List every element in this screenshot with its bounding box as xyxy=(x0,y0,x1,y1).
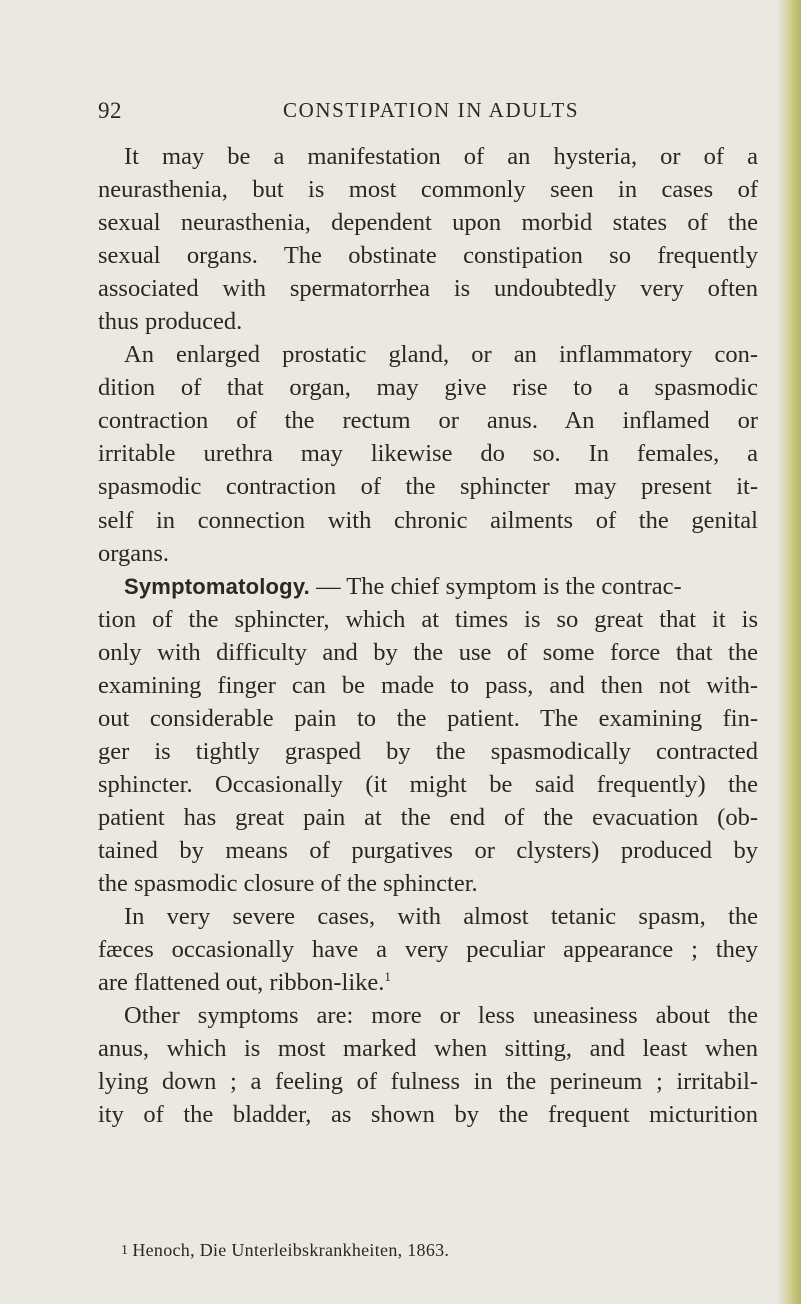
text-line: sexual neurasthenia, dependent upon morbid states of the xyxy=(98,209,758,237)
section-heading-line xyxy=(98,570,758,603)
text-line: In very severe cases, with almost tetanic spasm, the xyxy=(124,903,758,931)
text-line: irritable urethra may likewise do so. In females, a xyxy=(98,440,758,468)
text-line: examining finger can be made to pass, and then not with- xyxy=(98,671,758,699)
heading-line-rest: — The chief symptom is the contrac- xyxy=(309,572,682,600)
text-line: the spasmodic closure of the sphincter. xyxy=(98,870,478,898)
body-text xyxy=(98,140,758,1131)
footnote-reference: 1 xyxy=(384,969,391,985)
text-line: patient has great pain at the end of the evacuation (ob- xyxy=(98,803,758,831)
page-number: 92 xyxy=(98,98,122,123)
text-line: thus produced. xyxy=(98,308,243,336)
text-line: associated with spermatorrhea is undoubtedly very often xyxy=(98,275,758,303)
text-line: anus, which is most marked when sitting, and least when xyxy=(98,1035,758,1063)
text-line: contraction of the rectum or anus. An inflamed or xyxy=(98,407,758,435)
text-line: fæces occasionally have a very peculiar appearance ; they xyxy=(98,936,758,964)
text-line: tained by means of purgatives or clysters) produced by xyxy=(98,836,758,864)
text-line-content: are flattened out, ribbon-like. xyxy=(98,969,385,997)
text-line: organs. xyxy=(98,539,169,567)
text-line: It may be a manifestation of an hysteria, or of a xyxy=(124,143,758,170)
text-line: An enlarged prostatic gland, or an inflammatory con- xyxy=(124,341,758,369)
running-head: CONSTIPATION IN ADULTS xyxy=(283,98,580,122)
text-line: only with difficulty and by the use of some force that the xyxy=(98,638,758,666)
section-heading: Symptomatology. xyxy=(124,573,310,599)
text-line: spasmodic contraction of the sphincter may present it- xyxy=(98,473,758,501)
page-edge-shadow xyxy=(779,0,801,1304)
text-line: out considerable pain to the patient. The examining fin- xyxy=(98,704,758,732)
text-line: lying down ; a feeling of fulness in the perineum ; irritabil- xyxy=(98,1068,758,1096)
text-line: sphincter. Occasionally (it might be said frequently) the xyxy=(98,770,758,798)
page-header xyxy=(0,98,801,138)
text-line: Other symptoms are: more or less uneasiness about the xyxy=(124,1002,758,1030)
text-line xyxy=(98,966,758,999)
text-line: ger is tightly grasped by the spasmodically contracted xyxy=(98,737,758,765)
text-line: tion of the sphincter, which at times is so great that it is xyxy=(98,605,758,633)
text-line: dition of that organ, may give rise to a spasmodic xyxy=(98,374,758,402)
footnote-mark: 1 xyxy=(121,1243,129,1258)
text-line: neurasthenia, but is most commonly seen in cases of xyxy=(98,176,758,204)
text-line: self in connection with chronic ailments of the genital xyxy=(98,506,758,534)
text-line: sexual organs. The obstinate constipation so frequently xyxy=(98,242,758,270)
footnote-text: Henoch, Die Unterleibskrankheiten, 1863. xyxy=(132,1240,450,1260)
text-line: ity of the bladder, as shown by the frequent micturition xyxy=(98,1101,758,1129)
footnote xyxy=(121,1240,449,1261)
